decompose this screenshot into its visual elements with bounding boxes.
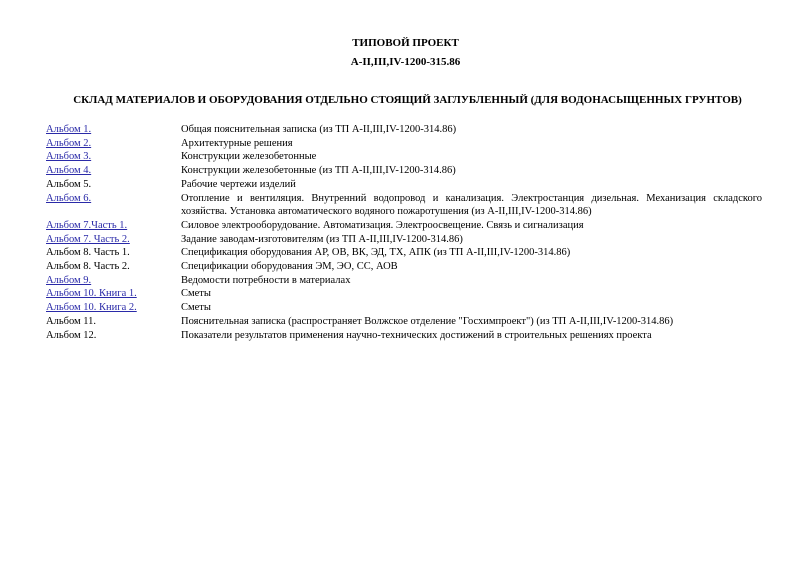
album-label: Альбом 5. bbox=[46, 178, 92, 190]
album-name-cell bbox=[46, 246, 181, 260]
album-label: Альбом 8. Часть 2. bbox=[46, 261, 130, 273]
album-row bbox=[46, 301, 762, 315]
album-name-cell bbox=[46, 315, 181, 329]
album-row bbox=[46, 164, 762, 178]
album-list bbox=[46, 123, 762, 342]
album-description: Ведомости потребности в материалах bbox=[181, 274, 351, 286]
album-row bbox=[46, 150, 762, 164]
album-description: Показатели результатов применения научно-технических достижений в строительных решениях проекта bbox=[181, 329, 652, 341]
album-name-cell bbox=[46, 274, 181, 288]
album-description: Архитектурные решения bbox=[181, 137, 293, 149]
project-subject: СКЛАД МАТЕРИАЛОВ И ОБОРУДОВАНИЯ ОТДЕЛЬНО СТОЯЩИЙ ЗАГЛУБЛЕННЫЙ (ДЛЯ ВОДОНАСЫЩЕННЫХ ГРУНТОВ) bbox=[73, 94, 742, 106]
album-link[interactable]: Альбом 7. Часть 2. bbox=[46, 233, 130, 245]
album-description: Отопление и вентиляция. Внутренний водопровод и канализация. Электростанция дизельная. Механизация складского хозяйства. Установка автоматического водяного пожаротушения (из А-II,III,IV-1200-314.86) bbox=[181, 192, 762, 218]
album-row bbox=[46, 192, 762, 219]
album-link[interactable]: Альбом 4. bbox=[46, 165, 92, 177]
album-label: Альбом 8. Часть 1. bbox=[46, 247, 130, 259]
album-row bbox=[46, 123, 762, 137]
album-link[interactable]: Альбом 6. bbox=[46, 192, 92, 204]
album-name-cell bbox=[46, 164, 181, 178]
album-row bbox=[46, 246, 762, 260]
album-link[interactable]: Альбом 10. Книга 2. bbox=[46, 302, 137, 314]
album-label: Альбом 11. bbox=[46, 315, 97, 327]
album-row bbox=[46, 274, 762, 288]
album-name-cell bbox=[46, 329, 181, 343]
album-row bbox=[46, 137, 762, 151]
album-name-cell bbox=[46, 287, 181, 301]
album-description: Задание заводам-изготовителям (из ТП А-II,III,IV-1200-314.86) bbox=[181, 233, 463, 245]
album-name-cell bbox=[46, 219, 181, 233]
album-description: Спецификация оборудования АР, ОВ, ВК, ЭД, ТХ, АПК (из ТП А-II,III,IV-1200-314.86) bbox=[181, 247, 571, 259]
album-row bbox=[46, 178, 762, 192]
album-row bbox=[46, 219, 762, 233]
album-description: Силовое электрооборудование. Автоматизация. Электроосвещение. Связь и сигнализация bbox=[181, 219, 584, 231]
album-description: Сметы bbox=[181, 302, 211, 314]
album-name-cell bbox=[46, 137, 181, 151]
album-link[interactable]: Альбом 2. bbox=[46, 137, 92, 149]
album-name-cell bbox=[46, 123, 181, 137]
album-name-cell bbox=[46, 178, 181, 192]
album-row bbox=[46, 233, 762, 247]
album-description: Сметы bbox=[181, 288, 211, 300]
album-name-cell bbox=[46, 260, 181, 274]
project-code: А-II,III,IV-1200-315.86 bbox=[350, 56, 461, 68]
album-description: Конструкции железобетонные (из ТП А-II,III,IV-1200-314.86) bbox=[181, 165, 456, 177]
album-name-cell bbox=[46, 301, 181, 315]
album-description: Конструкции железобетонные bbox=[181, 151, 317, 163]
document-title: ТИПОВОЙ ПРОЕКТ bbox=[352, 37, 459, 49]
album-label: Альбом 12. bbox=[46, 329, 97, 341]
album-name-cell bbox=[46, 192, 181, 219]
album-link[interactable]: Альбом 9. bbox=[46, 274, 92, 286]
album-description: Спецификации оборудования ЭМ, ЭО, СС, АОВ bbox=[181, 261, 398, 273]
album-description: Общая пояснительная записка (из ТП А-II,III,IV-1200-314.86) bbox=[181, 124, 457, 135]
album-row bbox=[46, 260, 762, 274]
album-row bbox=[46, 287, 762, 301]
album-row bbox=[46, 329, 762, 343]
album-row bbox=[46, 315, 762, 329]
album-link[interactable]: Альбом 7.Часть 1. bbox=[46, 219, 128, 231]
album-link[interactable]: Альбом 1. bbox=[46, 124, 92, 135]
album-description: Рабочие чертежи изделий bbox=[181, 178, 296, 190]
album-link[interactable]: Альбом 3. bbox=[46, 151, 92, 163]
album-name-cell bbox=[46, 150, 181, 164]
album-link[interactable]: Альбом 10. Книга 1. bbox=[46, 288, 137, 300]
album-name-cell bbox=[46, 233, 181, 247]
album-description: Пояснительная записка (распространяет Волжское отделение "Госхимпроект") (из ТП А-II,III,IV-1200-314.86) bbox=[181, 315, 674, 327]
